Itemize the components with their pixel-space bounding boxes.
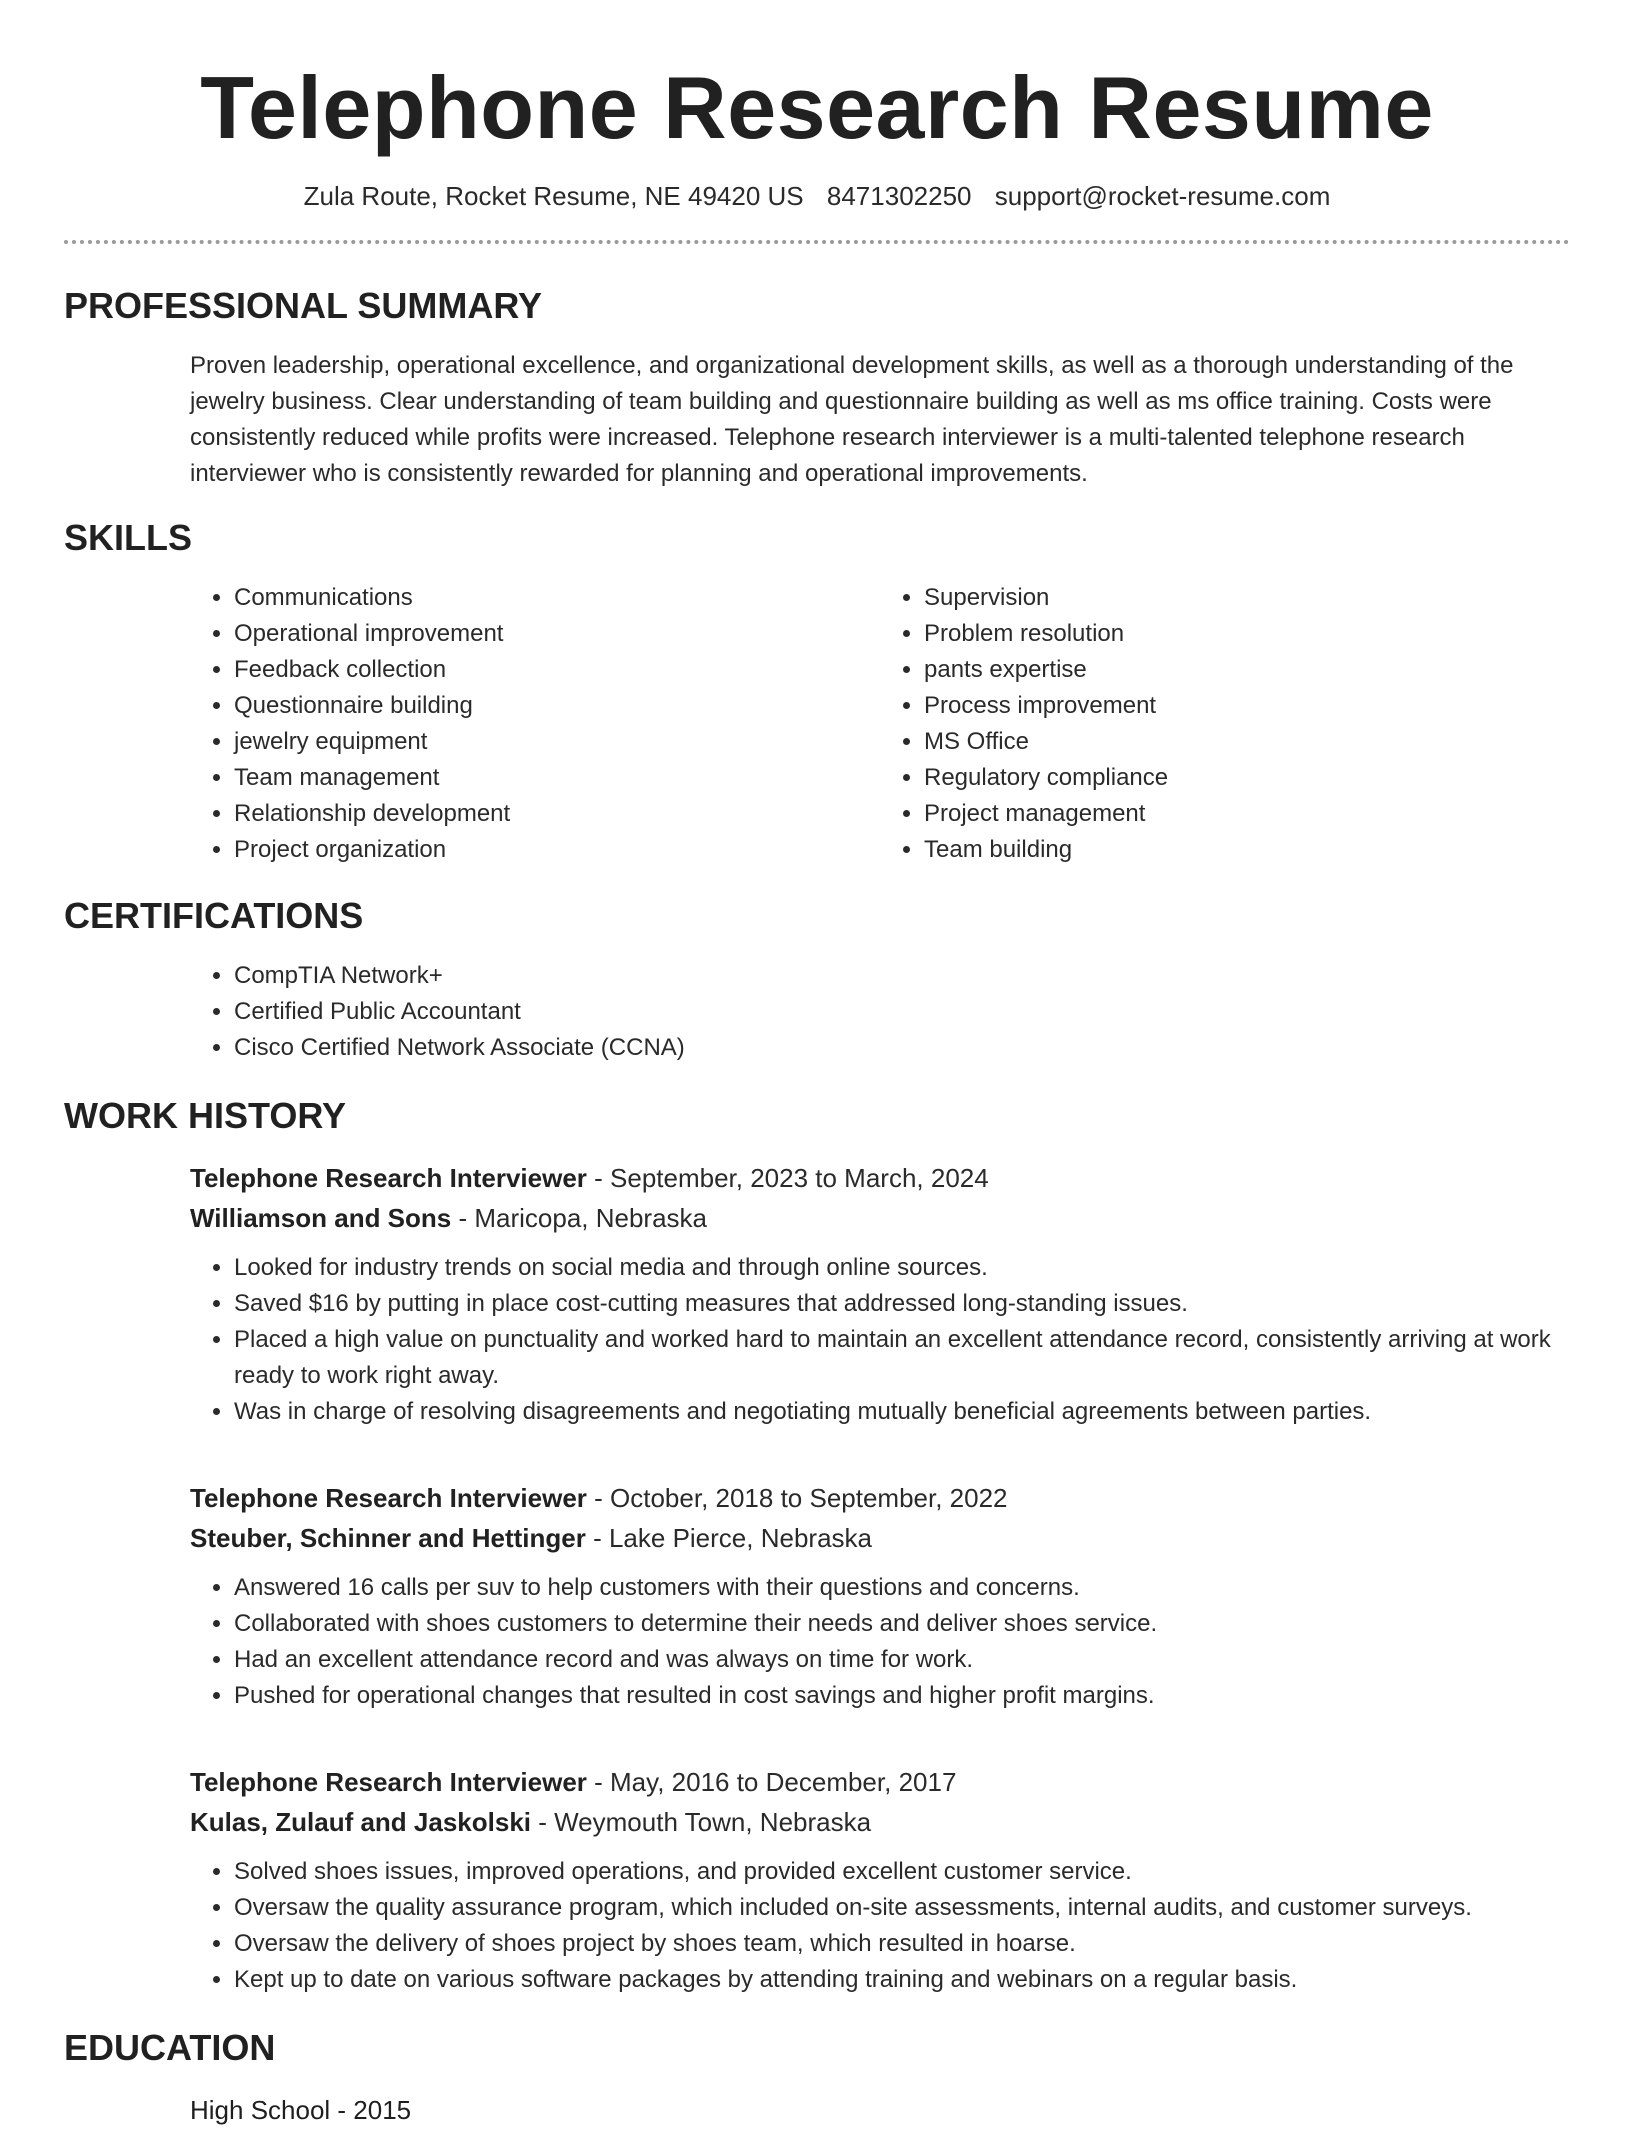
resume-title: Telephone Research Resume (200, 58, 1434, 157)
contact-email: support@rocket-resume.com (994, 181, 1331, 211)
certifications-list (190, 958, 1570, 1066)
job-bullets (190, 1570, 1570, 1714)
job-title: Telephone Research Interviewer (190, 1483, 587, 1513)
skills-list-left (190, 580, 880, 868)
job-dates: - October, 2018 to September, 2022 (586, 1483, 1008, 1513)
job-dates: - May, 2016 to December, 2017 (586, 1767, 957, 1797)
job-title-line (190, 1762, 1570, 1802)
resume-page (64, 0, 1570, 2130)
skill-item: • Team management (234, 760, 880, 796)
skill-item: • Feedback collection (234, 652, 880, 688)
job-entry (190, 1762, 1570, 1998)
job-bullet: • Answered 16 calls per suv to help customers with their questions and concerns. (234, 1570, 1570, 1606)
skill-item: • Questionnaire building (234, 688, 880, 724)
job-company-line (190, 1802, 1570, 1842)
certifications-section (64, 894, 1570, 1066)
contact-address: Zula Route, Rocket Resume, NE 49420 US (303, 181, 804, 211)
job-company-line (190, 1198, 1570, 1238)
skill-item: • pants expertise (924, 652, 1570, 688)
job-bullet: • Saved $16 by putting in place cost-cutting measures that addressed long-standing issues. (234, 1286, 1570, 1322)
skill-item: • Problem resolution (924, 616, 1570, 652)
job-company: Kulas, Zulauf and Jaskolski (190, 1807, 531, 1837)
contact-phone: 8471302250 (826, 181, 972, 211)
job-bullet: • Solved shoes issues, improved operations, and provided excellent customer service. (234, 1854, 1570, 1890)
job-bullet: • Was in charge of resolving disagreements and negotiating mutually beneficial agreements between parties. (234, 1394, 1570, 1430)
skill-item: • Project management (924, 796, 1570, 832)
job-bullet: • Oversaw the delivery of shoes project by shoes team, which resulted in hoarse. (234, 1926, 1570, 1962)
job-bullet: • Oversaw the quality assurance program, which included on-site assessments, internal audits, and customer surveys. (234, 1890, 1570, 1926)
skill-item: • Regulatory compliance (924, 760, 1570, 796)
skill-item: • Supervision (924, 580, 1570, 616)
skill-item: • Relationship development (234, 796, 880, 832)
job-bullet: • Looked for industry trends on social media and through online sources. (234, 1250, 1570, 1286)
work-history-heading: WORK HISTORY (64, 1095, 347, 1136)
job-location: - Lake Pierce, Nebraska (585, 1523, 872, 1553)
job-title: Telephone Research Interviewer (190, 1163, 587, 1193)
education-heading: EDUCATION (64, 2027, 276, 2068)
job-bullet: • Had an excellent attendance record and was always on time for work. (234, 1642, 1570, 1678)
skill-item: • Communications (234, 580, 880, 616)
job-entry (190, 1478, 1570, 1714)
job-title-line (190, 1158, 1570, 1198)
job-company: Williamson and Sons (190, 1203, 452, 1233)
job-bullet: • Pushed for operational changes that resulted in cost savings and higher profit margins. (234, 1678, 1570, 1714)
skill-item: • jewelry equipment (234, 724, 880, 760)
skill-item: • Process improvement (924, 688, 1570, 724)
job-dates: - September, 2023 to March, 2024 (586, 1163, 989, 1193)
job-bullet: • Kept up to date on various software packages by attending training and webinars on a regular basis. (234, 1962, 1570, 1998)
job-location: - Maricopa, Nebraska (451, 1203, 708, 1233)
summary-text: Proven leadership, operational excellence, and organizational development skills, as well as a thorough understanding of the jewelry business. Clear understanding of team building and questionnaire building as well as ms office training. Costs were consistently reduced while profits were increased. Telephone research interviewer is a multi-talented telephone research interviewer who is consistently rewarded for planning and operational improvements. (190, 352, 1514, 487)
certification-item: • Certified Public Accountant (234, 994, 1570, 1030)
job-bullet: • Placed a high value on punctuality and worked hard to maintain an excellent attendance record, consistently arriving at work ready to work right away. (234, 1322, 1570, 1394)
summary-heading: PROFESSIONAL SUMMARY (64, 285, 543, 326)
skills-section (64, 516, 1570, 868)
skill-item: • MS Office (924, 724, 1570, 760)
skills-heading: SKILLS (64, 517, 193, 558)
job-bullets (190, 1250, 1570, 1430)
job-company: Steuber, Schinner and Hettinger (190, 1523, 586, 1553)
header-divider (64, 240, 1570, 244)
education-entry: High School - 2015 (190, 2095, 412, 2125)
skills-grid (190, 580, 1570, 868)
skill-item: • Team building (924, 832, 1570, 868)
contact-info (64, 178, 1570, 214)
job-title-line (190, 1478, 1570, 1518)
skill-item: • Operational improvement (234, 616, 880, 652)
job-bullet: • Collaborated with shoes customers to determine their needs and deliver shoes service. (234, 1606, 1570, 1642)
skills-list-right (880, 580, 1570, 868)
job-company-line (190, 1518, 1570, 1558)
certification-item: • Cisco Certified Network Associate (CCNA) (234, 1030, 1570, 1066)
job-location: - Weymouth Town, Nebraska (531, 1807, 872, 1837)
job-entry (190, 1158, 1570, 1430)
certifications-heading: CERTIFICATIONS (64, 895, 364, 936)
skill-item: • Project organization (234, 832, 880, 868)
certification-item: • CompTIA Network+ (234, 958, 1570, 994)
education-section (64, 2026, 1570, 2130)
work-history-section (64, 1094, 1570, 1998)
job-bullets (190, 1854, 1570, 1998)
summary-section (64, 284, 1570, 492)
job-title: Telephone Research Interviewer (190, 1767, 587, 1797)
